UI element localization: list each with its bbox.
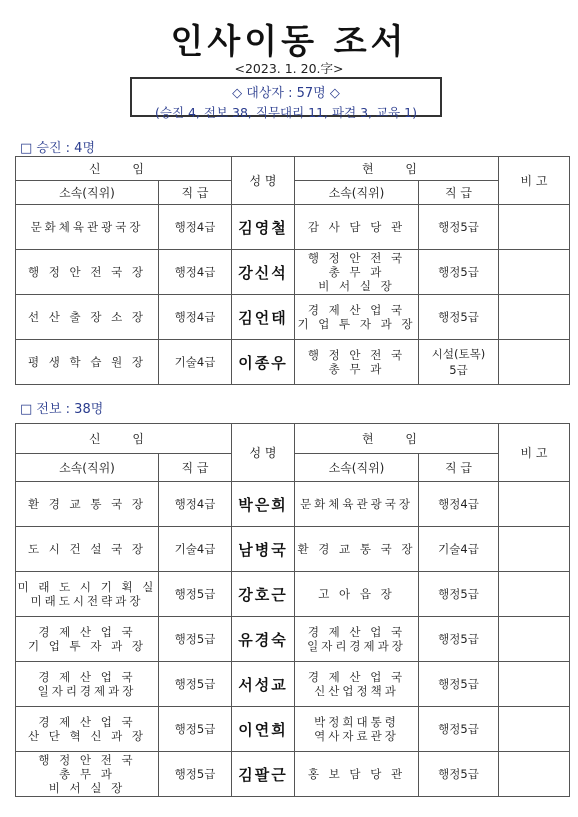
- new-org-cell: 경 제 산 업 국 산 단 혁 신 과 장: [16, 707, 159, 752]
- new-org-cell: 미 래 도 시 기 획 실 미래도시전략과장: [16, 572, 159, 617]
- current-rank-cell: 행정5급: [419, 250, 499, 295]
- note-cell: [499, 707, 570, 752]
- current-org-cell: 행 정 안 전 국 총 무 과 비 서 실 장: [295, 250, 419, 295]
- new-org-cell: 경 제 산 업 국 일자리경제과장: [16, 662, 159, 707]
- new-org-cell: 도 시 건 설 국 장: [16, 527, 159, 572]
- current-org-cell: 감 사 담 당 관: [295, 205, 419, 250]
- header-current-org: 소속(직위): [295, 181, 419, 205]
- header-new-post: 신 임: [16, 424, 232, 454]
- note-cell: [499, 340, 570, 385]
- name-cell: 남병국: [232, 527, 295, 572]
- new-org-cell: 선 산 출 장 소 장: [16, 295, 159, 340]
- header-new-org: 소속(직위): [16, 181, 159, 205]
- name-cell: 강호근: [232, 572, 295, 617]
- new-rank-cell: 행정5급: [159, 707, 232, 752]
- header-name: 성 명: [232, 424, 295, 482]
- new-rank-cell: 기술4급: [159, 340, 232, 385]
- current-rank-cell: 행정5급: [419, 295, 499, 340]
- header-name: 성 명: [232, 157, 295, 205]
- current-org-cell: 경 제 산 업 국 기 업 투 자 과 장: [295, 295, 419, 340]
- current-rank-cell: 행정5급: [419, 752, 499, 797]
- new-rank-cell: 행정5급: [159, 617, 232, 662]
- table-row: [16, 572, 570, 617]
- table-row: [16, 617, 570, 662]
- summary-breakdown: (승진 4, 전보 38, 직무대리 11, 파견 3, 교육 1): [155, 105, 417, 120]
- current-rank-cell: 기술4급: [419, 527, 499, 572]
- new-org-cell: 평 생 학 습 원 장: [16, 340, 159, 385]
- note-cell: [499, 662, 570, 707]
- new-rank-cell: 행정4급: [159, 205, 232, 250]
- note-cell: [499, 482, 570, 527]
- header-current-rank: 직 급: [419, 454, 499, 482]
- transfer-table: [15, 423, 570, 797]
- new-rank-cell: 기술4급: [159, 527, 232, 572]
- current-rank-cell: 시설(토목) 5급: [419, 340, 499, 385]
- summary-box: [130, 77, 442, 120]
- current-rank-cell: 행정5급: [419, 617, 499, 662]
- name-cell: 강신석: [232, 250, 295, 295]
- table-row: [16, 707, 570, 752]
- new-rank-cell: 행정4급: [159, 482, 232, 527]
- note-cell: [499, 295, 570, 340]
- table-row: [16, 662, 570, 707]
- table-row: [16, 527, 570, 572]
- header-current-post: 현 임: [295, 157, 499, 181]
- header-note: 비 고: [499, 424, 570, 482]
- note-cell: [499, 205, 570, 250]
- new-rank-cell: 행정5급: [159, 662, 232, 707]
- name-cell: 박은희: [232, 482, 295, 527]
- name-cell: 김팔근: [232, 752, 295, 797]
- header-current-rank: 직 급: [419, 181, 499, 205]
- section-label-transfer: □ 전보 : 38명: [20, 402, 104, 417]
- table-row: [16, 340, 570, 385]
- new-org-cell: 행 정 안 전 국 총 무 과 비 서 실 장: [16, 752, 159, 797]
- current-org-cell: 박정희대통령 역사자료관장: [295, 707, 419, 752]
- current-org-cell: 문화체육관광국장: [295, 482, 419, 527]
- new-rank-cell: 행정4급: [159, 250, 232, 295]
- header-new-rank: 직 급: [159, 181, 232, 205]
- current-org-cell: 경 제 산 업 국 일자리경제과장: [295, 617, 419, 662]
- current-org-cell: 홍 보 담 당 관: [295, 752, 419, 797]
- note-cell: [499, 250, 570, 295]
- current-rank-cell: 행정5급: [419, 662, 499, 707]
- table-row: [16, 295, 570, 340]
- header-note: 비 고: [499, 157, 570, 205]
- note-cell: [499, 572, 570, 617]
- name-cell: 김언태: [232, 295, 295, 340]
- summary-headcount: ◇ 대상자 : 57명 ◇: [232, 86, 340, 101]
- table-row: [16, 752, 570, 797]
- note-cell: [499, 527, 570, 572]
- name-cell: 김영철: [232, 205, 295, 250]
- current-org-cell: 경 제 산 업 국 신산업정책과: [295, 662, 419, 707]
- document-date: <2023. 1. 20.字>: [234, 61, 344, 76]
- table-row: [16, 205, 570, 250]
- name-cell: 유경숙: [232, 617, 295, 662]
- current-rank-cell: 행정5급: [419, 572, 499, 617]
- new-rank-cell: 행정4급: [159, 295, 232, 340]
- promotion-table: [15, 156, 570, 385]
- header-current-org: 소속(직위): [295, 454, 419, 482]
- current-org-cell: 행 정 안 전 국 총 무 과: [295, 340, 419, 385]
- note-cell: [499, 752, 570, 797]
- new-rank-cell: 행정5급: [159, 752, 232, 797]
- new-org-cell: 경 제 산 업 국 기 업 투 자 과 장: [16, 617, 159, 662]
- new-org-cell: 행 정 안 전 국 장: [16, 250, 159, 295]
- document-title: 인사이동 조서: [170, 22, 408, 62]
- header-new-post: 신 임: [16, 157, 232, 181]
- new-org-cell: 문화체육관광국장: [16, 205, 159, 250]
- name-cell: 이연희: [232, 707, 295, 752]
- new-org-cell: 환 경 교 통 국 장: [16, 482, 159, 527]
- current-rank-cell: 행정5급: [419, 707, 499, 752]
- current-rank-cell: 행정4급: [419, 482, 499, 527]
- note-cell: [499, 617, 570, 662]
- current-org-cell: 환 경 교 통 국 장: [295, 527, 419, 572]
- table-row: [16, 250, 570, 295]
- new-rank-cell: 행정5급: [159, 572, 232, 617]
- header-current-post: 현 임: [295, 424, 499, 454]
- name-cell: 이종우: [232, 340, 295, 385]
- current-org-cell: 고 아 읍 장: [295, 572, 419, 617]
- section-label-promotion: □ 승진 : 4명: [20, 141, 96, 156]
- header-new-rank: 직 급: [159, 454, 232, 482]
- header-new-org: 소속(직위): [16, 454, 159, 482]
- table-row: [16, 482, 570, 527]
- current-rank-cell: 행정5급: [419, 205, 499, 250]
- name-cell: 서성교: [232, 662, 295, 707]
